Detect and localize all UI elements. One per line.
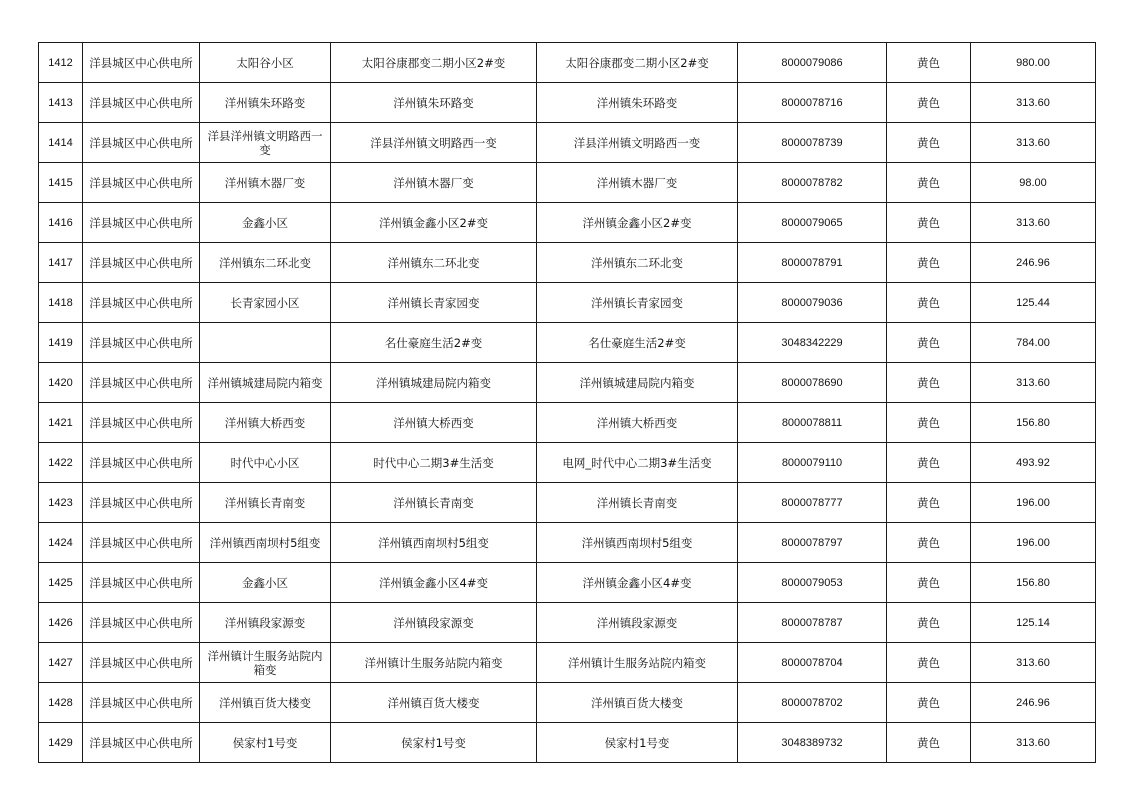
cell-area: 金鑫小区 <box>200 563 331 603</box>
cell-area: 洋州镇西南坝村5组变 <box>200 523 331 563</box>
cell-station: 洋州镇长青家园变 <box>537 283 738 323</box>
table-row <box>39 683 1096 723</box>
cell-amount: 98.00 <box>971 163 1096 203</box>
table-row <box>39 243 1096 283</box>
cell-transformer: 洋州镇百货大楼变 <box>331 683 537 723</box>
cell-seq: 1424 <box>39 523 83 563</box>
cell-office: 洋县城区中心供电所 <box>83 323 200 363</box>
cell-office: 洋县城区中心供电所 <box>83 203 200 243</box>
cell-office: 洋县城区中心供电所 <box>83 643 200 683</box>
cell-transformer: 太阳谷康郡变二期小区2#变 <box>331 43 537 83</box>
cell-level: 黄色 <box>887 323 971 363</box>
cell-transformer: 洋州镇大桥西变 <box>331 403 537 443</box>
cell-account: 8000078811 <box>738 403 887 443</box>
cell-transformer: 洋州镇金鑫小区4#变 <box>331 563 537 603</box>
cell-account: 8000078782 <box>738 163 887 203</box>
cell-station: 洋州镇木器厂变 <box>537 163 738 203</box>
cell-account: 8000078702 <box>738 683 887 723</box>
cell-area: 太阳谷小区 <box>200 43 331 83</box>
table-row <box>39 163 1096 203</box>
cell-office: 洋县城区中心供电所 <box>83 483 200 523</box>
cell-amount: 125.14 <box>971 603 1096 643</box>
cell-account: 8000079053 <box>738 563 887 603</box>
table-row <box>39 483 1096 523</box>
cell-station: 洋州镇长青南变 <box>537 483 738 523</box>
cell-transformer: 洋州镇木器厂变 <box>331 163 537 203</box>
table-row <box>39 43 1096 83</box>
cell-transformer: 时代中心二期3#生活变 <box>331 443 537 483</box>
cell-area: 洋县洋州镇文明路西一变 <box>200 123 331 163</box>
cell-transformer: 洋县洋州镇文明路西一变 <box>331 123 537 163</box>
cell-transformer: 洋州镇长青南变 <box>331 483 537 523</box>
cell-area: 洋州镇百货大楼变 <box>200 683 331 723</box>
cell-area: 洋州镇木器厂变 <box>200 163 331 203</box>
cell-account: 8000079036 <box>738 283 887 323</box>
cell-seq: 1412 <box>39 43 83 83</box>
cell-seq: 1418 <box>39 283 83 323</box>
cell-seq: 1414 <box>39 123 83 163</box>
cell-account: 8000078787 <box>738 603 887 643</box>
cell-office: 洋县城区中心供电所 <box>83 443 200 483</box>
cell-amount: 784.00 <box>971 323 1096 363</box>
cell-account: 8000079086 <box>738 43 887 83</box>
cell-area: 洋州镇段家源变 <box>200 603 331 643</box>
cell-account: 8000078739 <box>738 123 887 163</box>
cell-level: 黄色 <box>887 603 971 643</box>
cell-office: 洋县城区中心供电所 <box>83 403 200 443</box>
cell-office: 洋县城区中心供电所 <box>83 683 200 723</box>
table-row <box>39 83 1096 123</box>
cell-office: 洋县城区中心供电所 <box>83 603 200 643</box>
cell-seq: 1417 <box>39 243 83 283</box>
cell-station: 洋州镇金鑫小区4#变 <box>537 563 738 603</box>
cell-office: 洋县城区中心供电所 <box>83 283 200 323</box>
cell-amount: 313.60 <box>971 723 1096 763</box>
cell-area: 洋州镇长青南变 <box>200 483 331 523</box>
table-row <box>39 363 1096 403</box>
cell-station: 洋州镇东二环北变 <box>537 243 738 283</box>
cell-office: 洋县城区中心供电所 <box>83 563 200 603</box>
cell-area: 洋州镇计生服务站院内箱变 <box>200 643 331 683</box>
cell-seq: 1413 <box>39 83 83 123</box>
cell-office: 洋县城区中心供电所 <box>83 43 200 83</box>
cell-amount: 246.96 <box>971 683 1096 723</box>
cell-level: 黄色 <box>887 163 971 203</box>
cell-office: 洋县城区中心供电所 <box>83 163 200 203</box>
cell-transformer: 洋州镇东二环北变 <box>331 243 537 283</box>
table-row <box>39 523 1096 563</box>
cell-area: 时代中心小区 <box>200 443 331 483</box>
cell-account: 3048342229 <box>738 323 887 363</box>
cell-seq: 1415 <box>39 163 83 203</box>
cell-station: 洋县洋州镇文明路西一变 <box>537 123 738 163</box>
cell-office: 洋县城区中心供电所 <box>83 243 200 283</box>
cell-seq: 1421 <box>39 403 83 443</box>
table-row <box>39 723 1096 763</box>
cell-area: 洋州镇东二环北变 <box>200 243 331 283</box>
cell-office: 洋县城区中心供电所 <box>83 123 200 163</box>
cell-office: 洋县城区中心供电所 <box>83 83 200 123</box>
cell-station: 洋州镇城建局院内箱变 <box>537 363 738 403</box>
data-table <box>38 42 1096 763</box>
cell-seq: 1420 <box>39 363 83 403</box>
cell-office: 洋县城区中心供电所 <box>83 523 200 563</box>
cell-seq: 1428 <box>39 683 83 723</box>
table-row <box>39 323 1096 363</box>
cell-amount: 125.44 <box>971 283 1096 323</box>
cell-account: 8000078791 <box>738 243 887 283</box>
cell-station: 名仕豪庭生活2#变 <box>537 323 738 363</box>
cell-transformer: 洋州镇段家源变 <box>331 603 537 643</box>
cell-area: 洋州镇大桥西变 <box>200 403 331 443</box>
cell-transformer: 洋州镇长青家园变 <box>331 283 537 323</box>
cell-account: 8000078704 <box>738 643 887 683</box>
cell-amount: 156.80 <box>971 563 1096 603</box>
cell-level: 黄色 <box>887 483 971 523</box>
cell-station: 太阳谷康郡变二期小区2#变 <box>537 43 738 83</box>
cell-account: 8000078690 <box>738 363 887 403</box>
cell-station: 洋州镇计生服务站院内箱变 <box>537 643 738 683</box>
cell-account: 8000078797 <box>738 523 887 563</box>
cell-seq: 1427 <box>39 643 83 683</box>
cell-seq: 1429 <box>39 723 83 763</box>
table-row <box>39 123 1096 163</box>
cell-transformer: 洋州镇朱环路变 <box>331 83 537 123</box>
cell-office: 洋县城区中心供电所 <box>83 363 200 403</box>
table-row <box>39 563 1096 603</box>
cell-area: 侯家村1号变 <box>200 723 331 763</box>
cell-amount: 196.00 <box>971 483 1096 523</box>
cell-amount: 313.60 <box>971 643 1096 683</box>
cell-level: 黄色 <box>887 203 971 243</box>
table-row <box>39 203 1096 243</box>
cell-amount: 246.96 <box>971 243 1096 283</box>
cell-account: 3048389732 <box>738 723 887 763</box>
cell-account: 8000079065 <box>738 203 887 243</box>
cell-station: 洋州镇段家源变 <box>537 603 738 643</box>
cell-station: 洋州镇大桥西变 <box>537 403 738 443</box>
cell-seq: 1423 <box>39 483 83 523</box>
cell-transformer: 洋州镇西南坝村5组变 <box>331 523 537 563</box>
cell-area: 金鑫小区 <box>200 203 331 243</box>
cell-seq: 1419 <box>39 323 83 363</box>
cell-level: 黄色 <box>887 123 971 163</box>
cell-account: 8000078716 <box>738 83 887 123</box>
cell-transformer: 洋州镇金鑫小区2#变 <box>331 203 537 243</box>
cell-seq: 1422 <box>39 443 83 483</box>
cell-amount: 980.00 <box>971 43 1096 83</box>
cell-account: 8000079110 <box>738 443 887 483</box>
cell-station: 洋州镇金鑫小区2#变 <box>537 203 738 243</box>
cell-level: 黄色 <box>887 363 971 403</box>
cell-amount: 313.60 <box>971 363 1096 403</box>
cell-level: 黄色 <box>887 683 971 723</box>
cell-amount: 313.60 <box>971 123 1096 163</box>
cell-level: 黄色 <box>887 643 971 683</box>
cell-seq: 1426 <box>39 603 83 643</box>
cell-level: 黄色 <box>887 43 971 83</box>
table-row <box>39 283 1096 323</box>
cell-level: 黄色 <box>887 563 971 603</box>
cell-transformer: 侯家村1号变 <box>331 723 537 763</box>
cell-station: 洋州镇西南坝村5组变 <box>537 523 738 563</box>
cell-area: 洋州镇朱环路变 <box>200 83 331 123</box>
cell-station: 侯家村1号变 <box>537 723 738 763</box>
cell-seq: 1425 <box>39 563 83 603</box>
table-row <box>39 403 1096 443</box>
cell-amount: 313.60 <box>971 203 1096 243</box>
cell-transformer: 名仕豪庭生活2#变 <box>331 323 537 363</box>
cell-amount: 313.60 <box>971 83 1096 123</box>
cell-level: 黄色 <box>887 723 971 763</box>
cell-level: 黄色 <box>887 443 971 483</box>
cell-office: 洋县城区中心供电所 <box>83 723 200 763</box>
cell-level: 黄色 <box>887 243 971 283</box>
table-row <box>39 643 1096 683</box>
cell-level: 黄色 <box>887 523 971 563</box>
cell-seq: 1416 <box>39 203 83 243</box>
cell-level: 黄色 <box>887 403 971 443</box>
cell-station: 洋州镇百货大楼变 <box>537 683 738 723</box>
cell-transformer: 洋州镇计生服务站院内箱变 <box>331 643 537 683</box>
cell-level: 黄色 <box>887 83 971 123</box>
cell-area: 长青家园小区 <box>200 283 331 323</box>
cell-account: 8000078777 <box>738 483 887 523</box>
cell-amount: 156.80 <box>971 403 1096 443</box>
cell-station: 洋州镇朱环路变 <box>537 83 738 123</box>
cell-transformer: 洋州镇城建局院内箱变 <box>331 363 537 403</box>
cell-level: 黄色 <box>887 283 971 323</box>
cell-amount: 493.92 <box>971 443 1096 483</box>
table-row <box>39 603 1096 643</box>
cell-area: 洋州镇城建局院内箱变 <box>200 363 331 403</box>
cell-amount: 196.00 <box>971 523 1096 563</box>
cell-station: 电网_时代中心二期3#生活变 <box>537 443 738 483</box>
cell-area <box>200 323 331 363</box>
table-row <box>39 443 1096 483</box>
